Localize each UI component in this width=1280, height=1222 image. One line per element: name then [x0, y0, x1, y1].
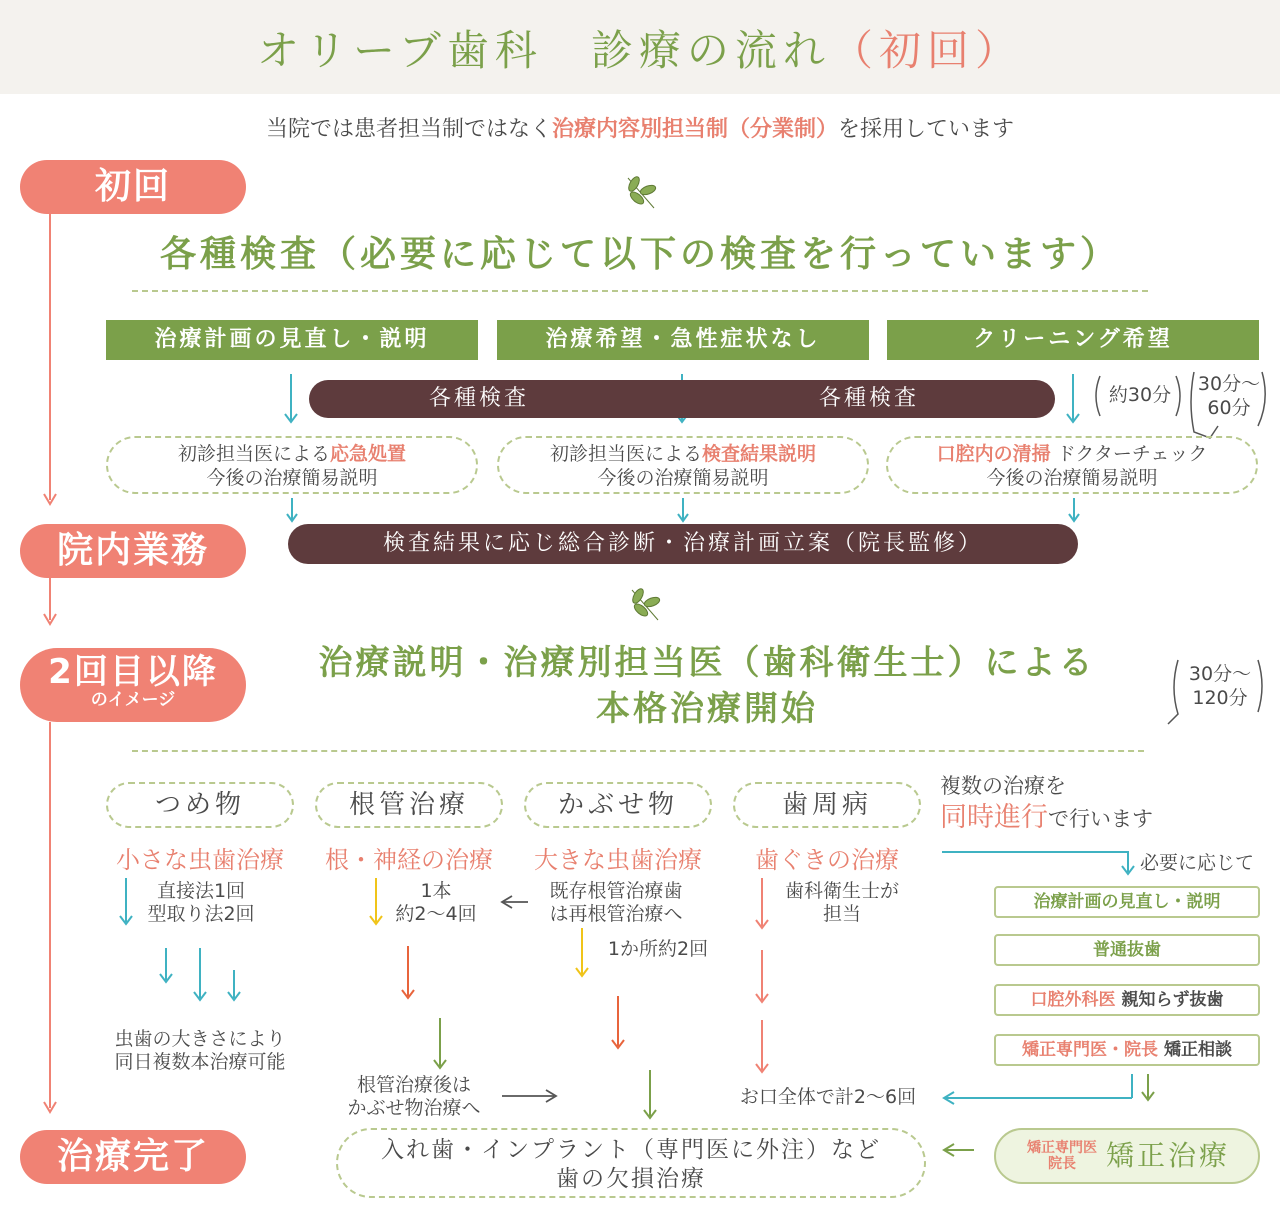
time-badge-2-line1: 30分〜: [1197, 373, 1261, 395]
treatment-heading-line1: 治療説明・治療別担当医（歯科衛生士）による: [318, 643, 1096, 683]
total-visits-note: お口全体で計2〜6回: [739, 1086, 917, 1108]
crown-note: [532, 880, 700, 926]
divider-2: [132, 750, 1144, 752]
concurrent-hl: 同時進行: [940, 802, 1048, 833]
stage-office: [20, 524, 246, 578]
time-badge-3-line1: 30分〜: [1188, 663, 1252, 685]
explain-box-3: [886, 436, 1258, 494]
option-4a: 矯正専門医・院長: [1022, 1040, 1159, 1060]
option-extraction: 普通抜歯: [994, 934, 1260, 966]
root-note-2: 約2〜4回: [395, 903, 477, 925]
ortho-main: 矯正治療: [1106, 1139, 1231, 1172]
option-plan-review: 治療計画の見直し・説明: [994, 886, 1260, 918]
filling-note: [136, 880, 266, 926]
ortho-small: [1018, 1140, 1106, 1172]
type-crown: かぶせ物: [524, 782, 712, 828]
stage-second-label: 2回目以降: [48, 652, 218, 692]
as-needed-note: 必要に応じて: [1140, 852, 1255, 874]
stage-second-sublabel: のイメージ: [90, 690, 176, 710]
option-4b: 矯正相談: [1163, 1040, 1232, 1060]
track-cleaning: クリーニング希望: [887, 320, 1259, 360]
explain-2-pre: 初診担当医による: [549, 443, 702, 465]
title-main: オリーブ歯科 診療の流れ: [257, 26, 831, 75]
exam-bar: [309, 380, 1055, 418]
type-periodontal-label: 歯ぐきの治療: [755, 846, 899, 874]
ortho-small-1: 矯正専門医: [1027, 1140, 1097, 1156]
type-filling: つめ物: [106, 782, 294, 828]
concurrent-note: [940, 772, 1240, 837]
root-note: [388, 880, 484, 926]
root-note-1: 1本: [420, 880, 452, 902]
stage-complete: [20, 1130, 246, 1184]
type-periodontal: 歯周病: [733, 782, 921, 828]
explain-2-line2: 今後の治療簡易説明: [597, 467, 769, 489]
subtitle-pre: 当院では患者担当制ではなく: [265, 117, 552, 142]
time-badge-2-line2: 60分: [1207, 397, 1251, 419]
explain-box-2: [497, 436, 869, 494]
divider-1: [132, 290, 1148, 292]
option-ortho-consult: [994, 1034, 1260, 1066]
type-filling-label: 小さな虫歯治療: [116, 846, 284, 874]
stage-first-label: 初回: [94, 166, 171, 207]
after-root-note: [334, 1074, 494, 1120]
perio-note-1: 歯科衛生士が: [784, 880, 899, 902]
exam-heading: 各種検査（必要に応じて以下の検査を行っています）: [159, 234, 1120, 275]
prosthetic-line2: 歯の欠損治療: [556, 1166, 706, 1192]
crown-note-2: は再根管治療へ: [549, 903, 683, 925]
exam-bar-left: 各種検査: [429, 386, 530, 411]
multi-note-1: 虫歯の大きさにより: [114, 1028, 286, 1050]
time-badge-2: [1196, 372, 1262, 420]
perio-note-2: 担当: [822, 903, 861, 925]
concurrent-line1: 複数の治療を: [940, 774, 1066, 798]
stage-office-label: 院内業務: [56, 530, 209, 571]
crown-note-1: 既存根管治療歯: [549, 880, 683, 902]
explain-3-hl: 口腔内の清掃: [936, 443, 1051, 465]
olive-branch-icon-2: [631, 587, 661, 620]
time-badge-3: [1180, 662, 1260, 710]
explain-1-hl: 応急処置: [330, 443, 407, 465]
explain-box-1: [106, 436, 478, 494]
multi-tooth-note: [100, 1028, 300, 1074]
prosthetic-box: [336, 1128, 926, 1198]
concurrent-post: で行います: [1048, 807, 1153, 831]
time-badge-3-line2: 120分: [1192, 687, 1248, 709]
treatment-heading-line2: 本格治療開始: [596, 689, 818, 729]
option-3b: 親知らず抜歯: [1121, 990, 1224, 1010]
treatment-heading: [262, 640, 1152, 732]
subtitle-highlight: 治療内容別担当制（分業制）: [551, 117, 838, 142]
exam-bar-right: 各種検査: [819, 386, 920, 411]
option-3a: 口腔外科医: [1030, 990, 1116, 1010]
filling-note-1: 直接法1回: [156, 880, 246, 902]
type-root-canal: 根管治療: [315, 782, 503, 828]
perio-note: [772, 880, 912, 926]
stage-complete-label: 治療完了: [56, 1136, 209, 1177]
ortho-box: [994, 1128, 1260, 1184]
plan-bar: 検査結果に応じ総合診断・治療計画立案（院長監修）: [288, 524, 1078, 564]
olive-branch-icon: [627, 175, 657, 208]
track-no-acute: 治療希望・急性症状なし: [497, 320, 869, 360]
title-paren: （初回）: [830, 26, 1023, 75]
explain-1-pre: 初診担当医による: [177, 443, 330, 465]
prosthetic-line1: 入れ歯・インプラント（専門医に外注）など: [381, 1137, 881, 1163]
explain-3-line2: 今後の治療簡易説明: [986, 467, 1158, 489]
stage-second: [20, 648, 246, 722]
explain-2-hl: 検査結果説明: [702, 443, 817, 465]
multi-note-2: 同日複数本治療可能: [114, 1051, 286, 1073]
type-root-canal-label: 根・神経の治療: [325, 846, 493, 874]
subtitle-post: を採用しています: [838, 117, 1015, 142]
track-plan-review: 治療計画の見直し・説明: [106, 320, 478, 360]
after-note-2: かぶせ物治療へ: [347, 1097, 481, 1119]
after-note-1: 根管治療後は: [356, 1074, 471, 1096]
explain-1-line2: 今後の治療簡易説明: [206, 467, 378, 489]
filling-note-2: 型取り法2回: [147, 903, 255, 925]
type-crown-label: 大きな虫歯治療: [534, 846, 702, 874]
option-wisdom-tooth: [994, 984, 1260, 1016]
explain-3-post: ドクターチェック: [1056, 443, 1208, 465]
crown-note-count: 1か所約2回: [607, 938, 709, 960]
stage-first: [20, 160, 246, 214]
ortho-small-2: 院長: [1048, 1156, 1076, 1172]
time-badge-1: 約30分: [1108, 384, 1172, 406]
